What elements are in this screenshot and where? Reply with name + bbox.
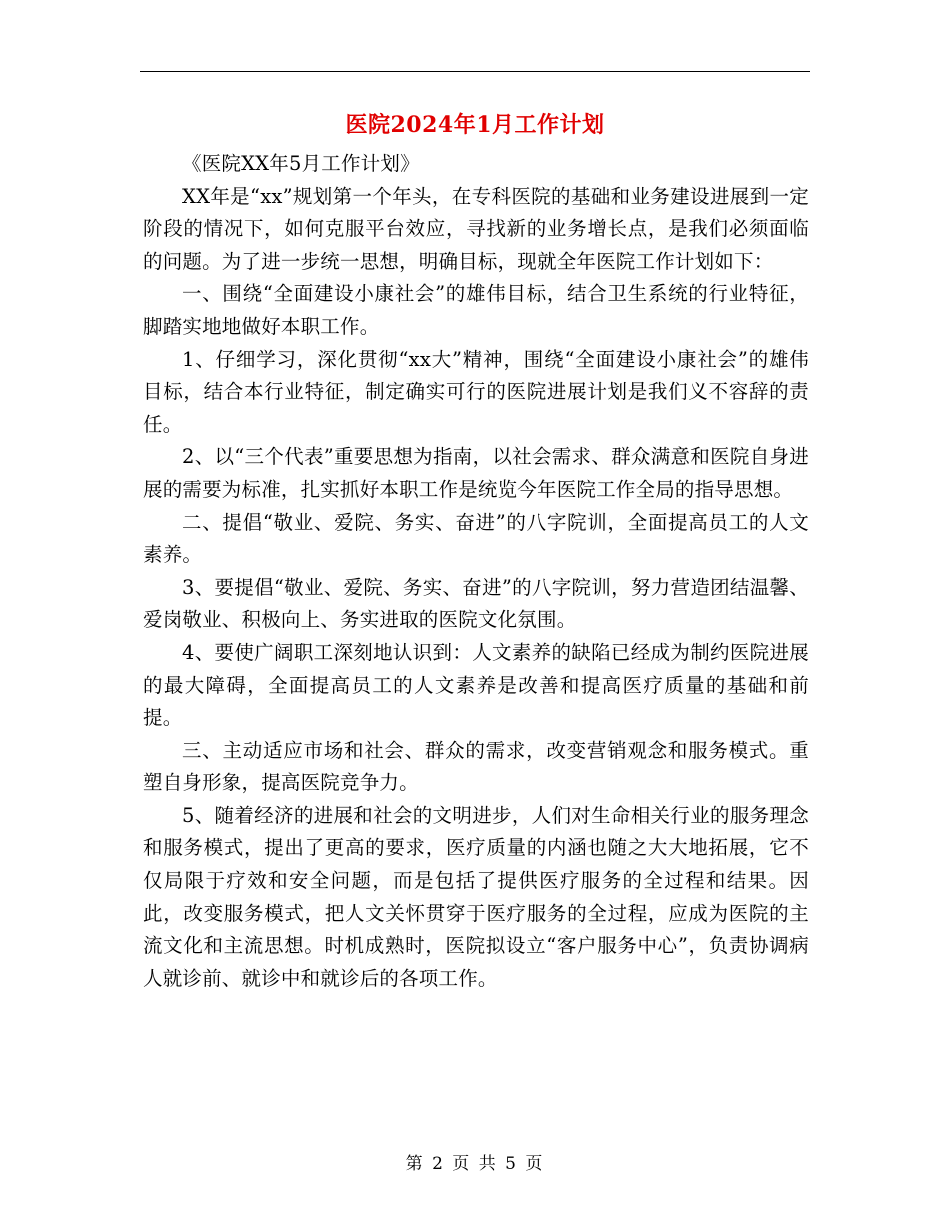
document-title: 医院2024年1月工作计划	[345, 112, 605, 138]
body-paragraph: 3、要提倡“敬业、爱院、务实、奋进”的八字院训，努力营造团结温馨、爱岗敬业、积极向上、务实进取的医院文化氛围。	[143, 575, 809, 632]
body-paragraph: 一、围绕“全面建设小康社会”的雄伟目标，结合卫生系统的行业特征，脚踏实地地做好本职工作。	[143, 282, 809, 338]
body-paragraph: 1、仔细学习，深化贯彻“xx大”精神，围绕“全面建设小康社会”的雄伟目标，结合本行业特征，制定确实可行的医院进展计划是我们义不容辞的责任。	[143, 347, 809, 436]
body-paragraph: XX年是“xx”规划第一个年头，在专科医院的基础和业务建设进展到一定阶段的情况下，如何克服平台效应，寻找新的业务增长点，是我们必须面临的问题。为了进一步统一思想，明确目标，现就全年医院工作计划如下：	[143, 184, 809, 273]
body-paragraph: 《医院XX年5月工作计划》	[182, 152, 420, 175]
body-paragraph: 4、要使广阔职工深刻地认识到：人文素养的缺陷已经成为制约医院进展的最大障碍，全面提高员工的人文素养是改善和提高医疗质量的基础和前提。	[143, 640, 809, 730]
header-rule	[140, 71, 810, 72]
body-paragraph: 二、提倡“敬业、爱院、务实、奋进”的八字院训，全面提高员工的人文素养。	[143, 510, 809, 567]
page-number-footer: 第 2 页 共 5 页	[405, 1154, 545, 1174]
document-body	[143, 148, 809, 995]
body-paragraph: 三、主动适应市场和社会、群众的需求，改变营销观念和服务模式。重塑自身形象，提高医院竞争力。	[143, 738, 809, 795]
body-paragraph: 2、以“三个代表”重要思想为指南，以社会需求、群众满意和医院自身进展的需要为标准，扎实抓好本职工作是统览今年医院工作全局的指导思想。	[143, 445, 809, 501]
body-paragraph: 5、随着经济的进展和社会的文明进步，人们对生命相关行业的服务理念和服务模式，提出了更高的要求，医疗质量的内涵也随之大大地拓展，它不仅局限于疗效和安全问题，而是包括了提供医疗服务的全过程和结果。因此，改变服务模式，把人文关怀贯穿于医疗服务的全过程，应成为医院的主流文化和主流思想。时机成熟时，医院拟设立“客户服务中心”，负责协调病人就诊前、就诊中和就诊后的各项工作。	[143, 803, 809, 990]
